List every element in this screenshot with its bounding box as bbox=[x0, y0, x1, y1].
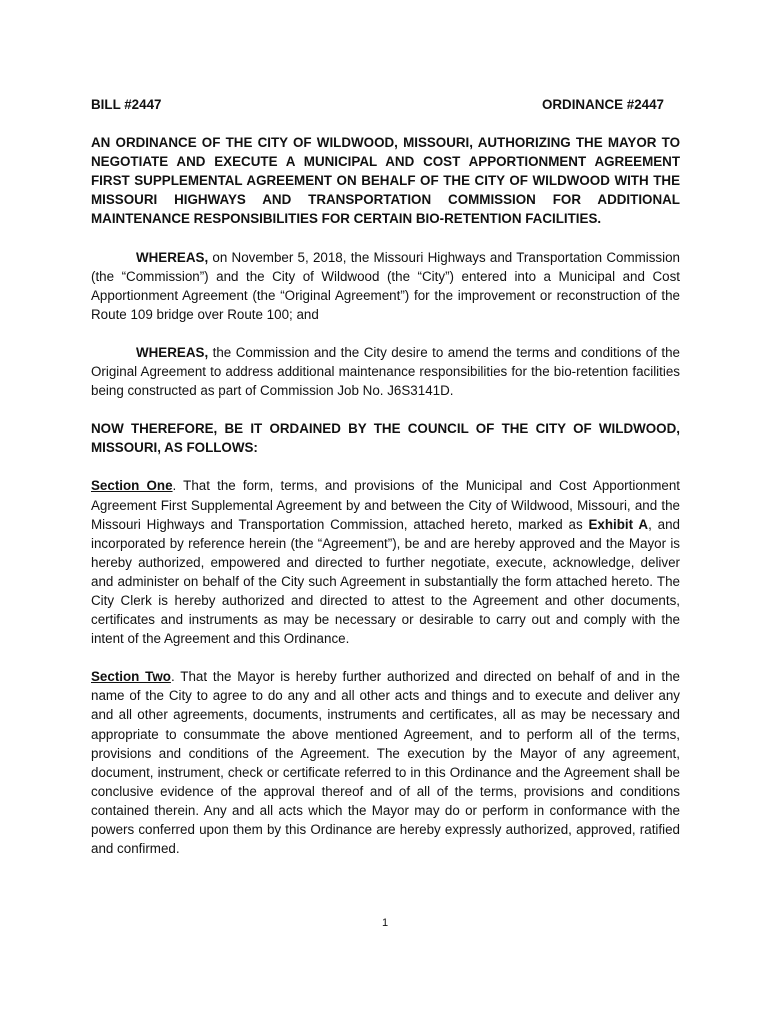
ordinance-number: ORDINANCE #2447 bbox=[541, 97, 664, 112]
whereas-text: on November 5, 2018, the Missouri Highways and Transportation Commission (the “Commission”) and the City of Wildwood (the “City”) entered into a Municipal and Cost Apportionment Agreement (the “Original Agreement”) for the improvement or reconstruction of the Route 109 bridge over Route 100; and bbox=[91, 249, 680, 322]
section-one-text-a: . That the form, terms, and provisions of the Municipal and Cost Apportionment Agreement First Supplemental Agreement by and between the City of Wildwood, Missouri, and the Missouri Highways and Transportation Commission, attached hereto, marked as bbox=[91, 478, 680, 532]
section-one-paragraph bbox=[91, 476, 680, 648]
page-number: 1 bbox=[381, 917, 389, 929]
whereas-lead: WHEREAS, bbox=[136, 344, 209, 360]
section-one-text-b: , and incorporated by reference herein (the “Agreement”), be and are hereby approved and the Mayor is hereby authorized, empowered and directed to further negotiate, execute, acknowledge, deliver and administer on behalf of the City such Agreement in substantially the form attached hereto. The City Clerk is hereby authorized and directed to attest to the Agreement and other documents, certificates and instruments as may be necessary or desirable to carry out and comply with the intent of the Agreement and this Ordinance. bbox=[91, 516, 680, 647]
whereas-paragraph-2 bbox=[91, 343, 680, 400]
section-two-text: . That the Mayor is hereby further authorized and directed on behalf of and in the name of the City to agree to do any and all other acts and things and to execute and deliver any and all other agreements, documents, instruments and certificates, all as may be necessary and appropriate to consummate the above mentioned Agreement, and to perform all of the terms, provisions and conditions of the Agreement. The execution by the Mayor of any agreement, document, instrument, check or certificate referred to in this Ordinance and the Agreement shall be conclusive evidence of the approval thereof and of all of the terms, provisions and conditions contained therein. Any and all acts which the Mayor may do or perform in conformance with the powers conferred upon them by this Ordinance are hereby expressly authorized, approved, ratified and confirmed. bbox=[91, 669, 680, 857]
bill-header bbox=[91, 95, 680, 114]
exhibit-label: Exhibit A bbox=[588, 516, 649, 532]
ordained-heading: NOW THEREFORE, BE IT ORDAINED BY THE COUNCIL OF THE CITY OF WILDWOOD, MISSOURI, AS FOLLOWS: bbox=[91, 421, 680, 456]
bill-number: BILL #2447 bbox=[91, 97, 162, 112]
whereas-paragraph-1 bbox=[91, 248, 680, 324]
section-one-label: Section One bbox=[91, 478, 173, 494]
whereas-text: the Commission and the City desire to amend the terms and conditions of the Original Agreement to address additional maintenance responsibilities for the bio-retention facilities being constructed as part of Commission Job No. J6S3141D. bbox=[91, 344, 680, 399]
section-two-label: Section Two bbox=[91, 669, 171, 685]
whereas-lead: WHEREAS, bbox=[136, 249, 209, 265]
ordinance-title: AN ORDINANCE OF THE CITY OF WILDWOOD, MISSOURI, AUTHORIZING THE MAYOR TO NEGOTIATE AND EXECUTE A MUNICIPAL AND COST APPORTIONMENT AGREEMENT FIRST SUPPLEMENTAL AGREEMENT ON BEHALF OF THE CITY OF WILDWOOD WITH THE MISSOURI HIGHWAYS AND TRANSPORTATION COMMISSION FOR ADDITIONAL MAINTENANCE RESPONSIBILITIES FOR CERTAIN BIO-RETENTION FACILITIES. bbox=[91, 135, 680, 227]
section-two-paragraph bbox=[91, 667, 680, 858]
